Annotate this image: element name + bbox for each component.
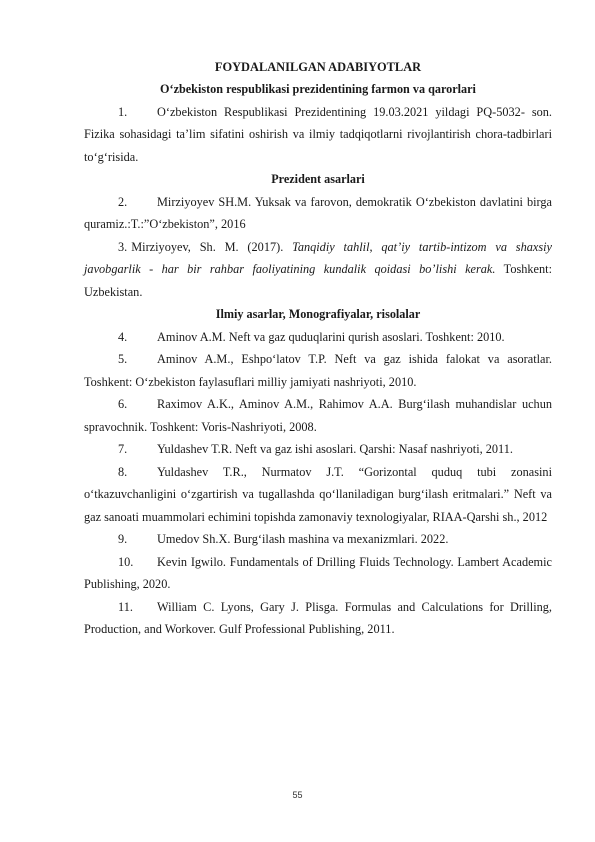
reference-text: Mirziyoyev SH.M. Yuksak va farovon, demokratik O‘zbekiston davlatini birga quramiz.:T.:”O‘zbekiston”, 2016	[84, 194, 552, 231]
reference-entry-8	[84, 461, 552, 529]
document-page	[84, 56, 552, 641]
reference-text: Kevin Igwilo. Fundamentals of Drilling Fluids Technology. Lambert Academic Publishing, 2020.	[84, 554, 552, 591]
reference-entry-11	[84, 596, 552, 641]
reference-entry-9	[84, 528, 552, 551]
reference-entry-5	[84, 348, 552, 393]
reference-entry-10	[84, 551, 552, 596]
reference-entry-3	[84, 236, 552, 304]
reference-number: 6.	[118, 397, 128, 411]
section-heading-president: Prezident asarlari	[271, 172, 365, 186]
reference-entry-6	[84, 393, 552, 438]
reference-number: 8.	[118, 464, 128, 479]
reference-text: Toshkent: Uzbekistan.	[84, 262, 552, 299]
reference-entry-7	[84, 438, 552, 461]
reference-text: O‘zbekiston Respublikasi Prezidentining 19.03.2021 yildagi PQ-5032- son. Fizika sohasidagi ta’lim sifatini oshirish va ilmiy tadqiqotlarni rivojlantirish chora-tadbirlari to‘g‘risida.	[84, 104, 552, 164]
reference-entry-4	[84, 326, 552, 349]
reference-text: Raximov A.K., Aminov A.M., Rahimov A.A. Burg‘ilash muhandislar uchun spravochnik. Toshkent: Voris-Nashriyoti, 2008.	[84, 397, 552, 434]
reference-number: 7.	[118, 442, 128, 456]
reference-number: 10.	[118, 554, 134, 569]
reference-number: 1.	[118, 104, 128, 119]
reference-text: William C. Lyons, Gary J. Plisga. Formulas and Calculations for Drilling, Production, and Workover. Gulf Professional Publishing, 2011.	[84, 599, 552, 636]
reference-text: Yuldashev T.R., Nurmatov J.T. “Gorizontal quduq tubi zonasini o‘tkazuvchanligini o‘zgartirish va tugallashda qo‘llaniladigan burg‘ilash eritmalari.” Neft va gaz sanoati muammolari echimini topishda zamonaviy texnologiyalar, RIAA-Qarshi sh., 2012	[84, 464, 552, 524]
reference-text: Aminov A.M. Neft va gaz quduqlarini qurish asoslari. Toshkent: 2010.	[157, 329, 505, 344]
reference-number: 3.	[118, 239, 128, 254]
reference-number: 11.	[118, 599, 133, 614]
section-heading-laws: O‘zbekiston respublikasi prezidentining farmon va qarorlari	[160, 82, 476, 96]
reference-entry-1	[84, 101, 552, 169]
reference-number: 5.	[118, 352, 128, 366]
section-heading-scientific: Ilmiy asarlar, Monografiyalar, risolalar	[215, 307, 421, 321]
reference-number: 2.	[118, 194, 128, 209]
reference-text: Umedov Sh.X. Burg‘ilash mashina va mexanizmlari. 2022.	[157, 532, 449, 546]
page-title: FOYDALANILGAN ADABIYOTLAR	[214, 60, 422, 74]
reference-author: Mirziyoyev, Sh. M. (2017).	[131, 239, 293, 254]
page-number: 55	[292, 790, 303, 800]
reference-number: 4.	[118, 329, 128, 344]
reference-text: Yuldashev T.R. Neft va gaz ishi asoslari. Qarshi: Nasaf nashriyoti, 2011.	[157, 442, 513, 456]
reference-text: Aminov A.M., Eshpo‘latov T.P. Neft va gaz ishida falokat va asoratlar. Toshkent: O‘zbekiston faylasuflari milliy jamiyati nashriyoti, 2010.	[84, 352, 552, 389]
reference-entry-2	[84, 191, 552, 236]
reference-number: 9.	[118, 532, 128, 546]
reference-italic-title: Tanqidiy tahlil, qat’iy tartib-intizom va shaxsiy javobgarlik - har bir rahbar faoliyatining kundalik qoidasi bo’lishi kerak.	[84, 239, 552, 276]
